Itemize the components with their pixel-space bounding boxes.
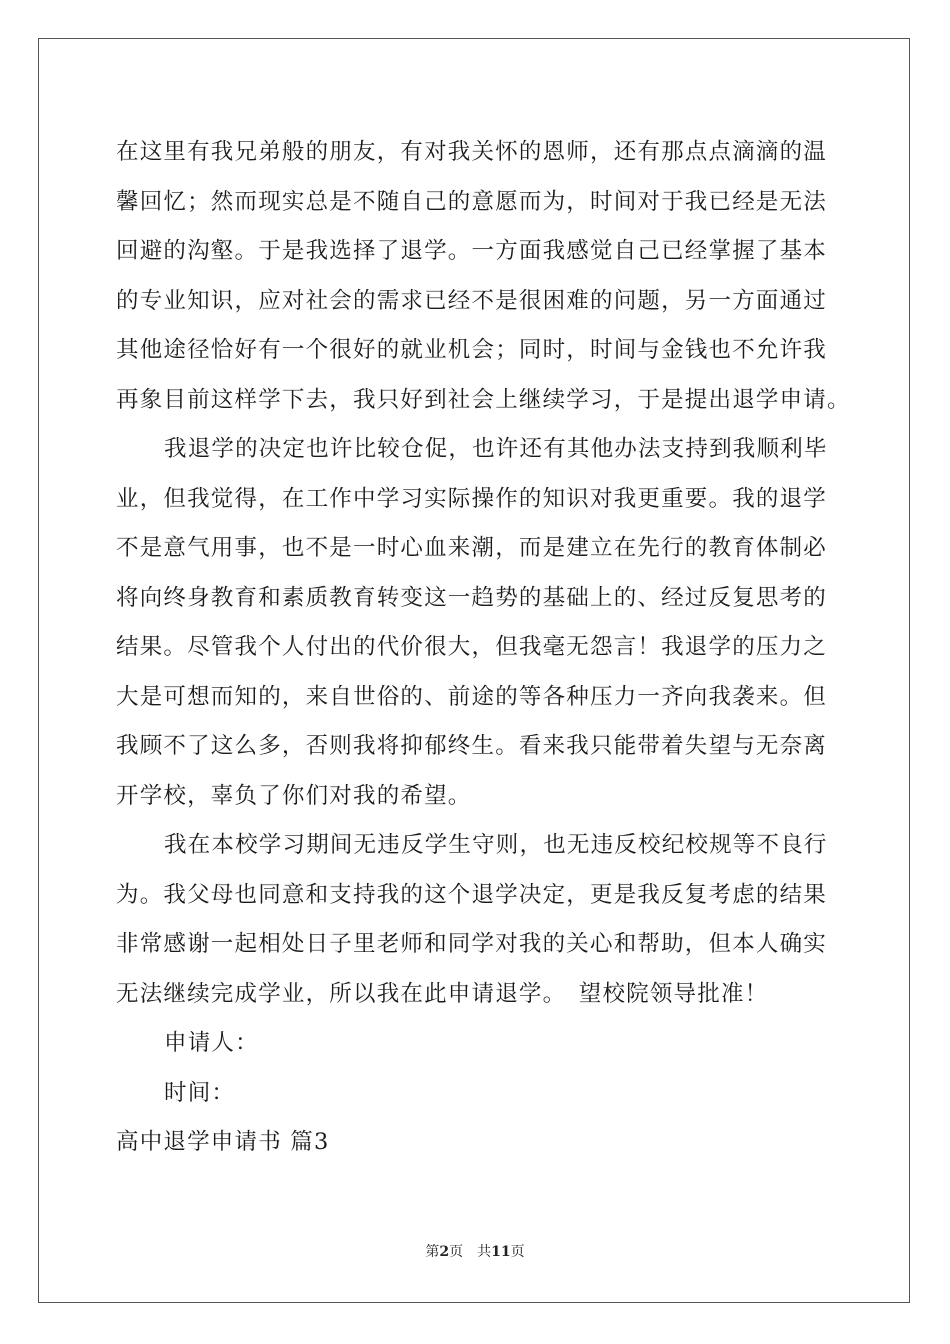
paragraph-1-line-2: 馨回忆；然而现实总是不随自己的意愿而为，时间对于我已经是无法	[116, 188, 828, 215]
total-suffix: 页	[510, 1244, 525, 1260]
paragraph-3-line-2: 为。我父母也同意和支持我的这个退学决定，更是我反复考虑的结果	[116, 881, 828, 908]
page-suffix: 页	[449, 1244, 464, 1260]
total-prefix: 共	[477, 1244, 492, 1260]
page-prefix: 第	[425, 1244, 440, 1260]
paragraph-2-line-3: 不是意气用事，也不是一时心血来潮，而是建立在先行的教育体制必	[116, 535, 828, 561]
paragraph-2-line-8: 开学校，辜负了你们对我的希望。	[116, 782, 472, 809]
paragraph-2-line-1: 我退学的决定也许比较仓促，也许还有其他办法支持到我顺利毕	[164, 436, 828, 462]
paragraph-1-line-3: 回避的沟壑。于是我选择了退学。一方面我感觉自己已经掌握了基本	[116, 238, 828, 264]
paragraph-2-line-5: 结果。尽管我个人付出的代价很大，但我毫无怨言！我退学的压力之	[116, 634, 828, 660]
document-body	[116, 128, 851, 1168]
applicant-label: 申请人：	[164, 1030, 259, 1056]
paragraph-1-line-5: 其他途径恰好有一个很好的就业机会；同时，时间与金钱也不允许我	[116, 337, 828, 363]
paragraph-1-line-4: 的专业知识，应对社会的需求已经不是很困难的问题，另一方面通过	[116, 287, 828, 314]
page-footer	[0, 1241, 950, 1261]
paragraph-3-line-3: 非常感谢一起相处日子里老师和同学对我的关心和帮助，但本人确实	[116, 931, 828, 957]
paragraph-2-line-4: 将向终身教育和素质教育转变这一趋势的基础上的、经过反复思考的	[116, 584, 828, 611]
paragraph-2-line-6: 大是可想而知的，来自世俗的、前途的等各种压力一齐向我袭来。但	[116, 683, 828, 710]
paragraph-1-line-6: 再象目前这样学下去，我只好到社会上继续学习，于是提出退学申请。	[116, 386, 851, 413]
paragraph-3-line-4: 无法继续完成学业，所以我在此申请退学。 望校院领导批准！	[116, 980, 769, 1007]
total-pages: 11	[491, 1244, 511, 1260]
date-label: 时间：	[164, 1079, 236, 1106]
section-heading: 高中退学申请书 篇3	[116, 1129, 330, 1155]
paragraph-2-line-7: 我顾不了这么多，否则我将抑郁终生。看来我只能带着失望与无奈离	[116, 733, 828, 759]
page-number: 2	[439, 1244, 450, 1260]
paragraph-3-line-1: 我在本校学习期间无违反学生守则，也无违反校纪校规等不良行	[164, 832, 828, 858]
paragraph-2-line-2: 业，但我觉得，在工作中学习实际操作的知识对我更重要。我的退学	[116, 485, 828, 512]
paragraph-1-line-1: 在这里有我兄弟般的朋友，有对我关怀的恩师，还有那点点滴滴的温	[116, 139, 828, 165]
